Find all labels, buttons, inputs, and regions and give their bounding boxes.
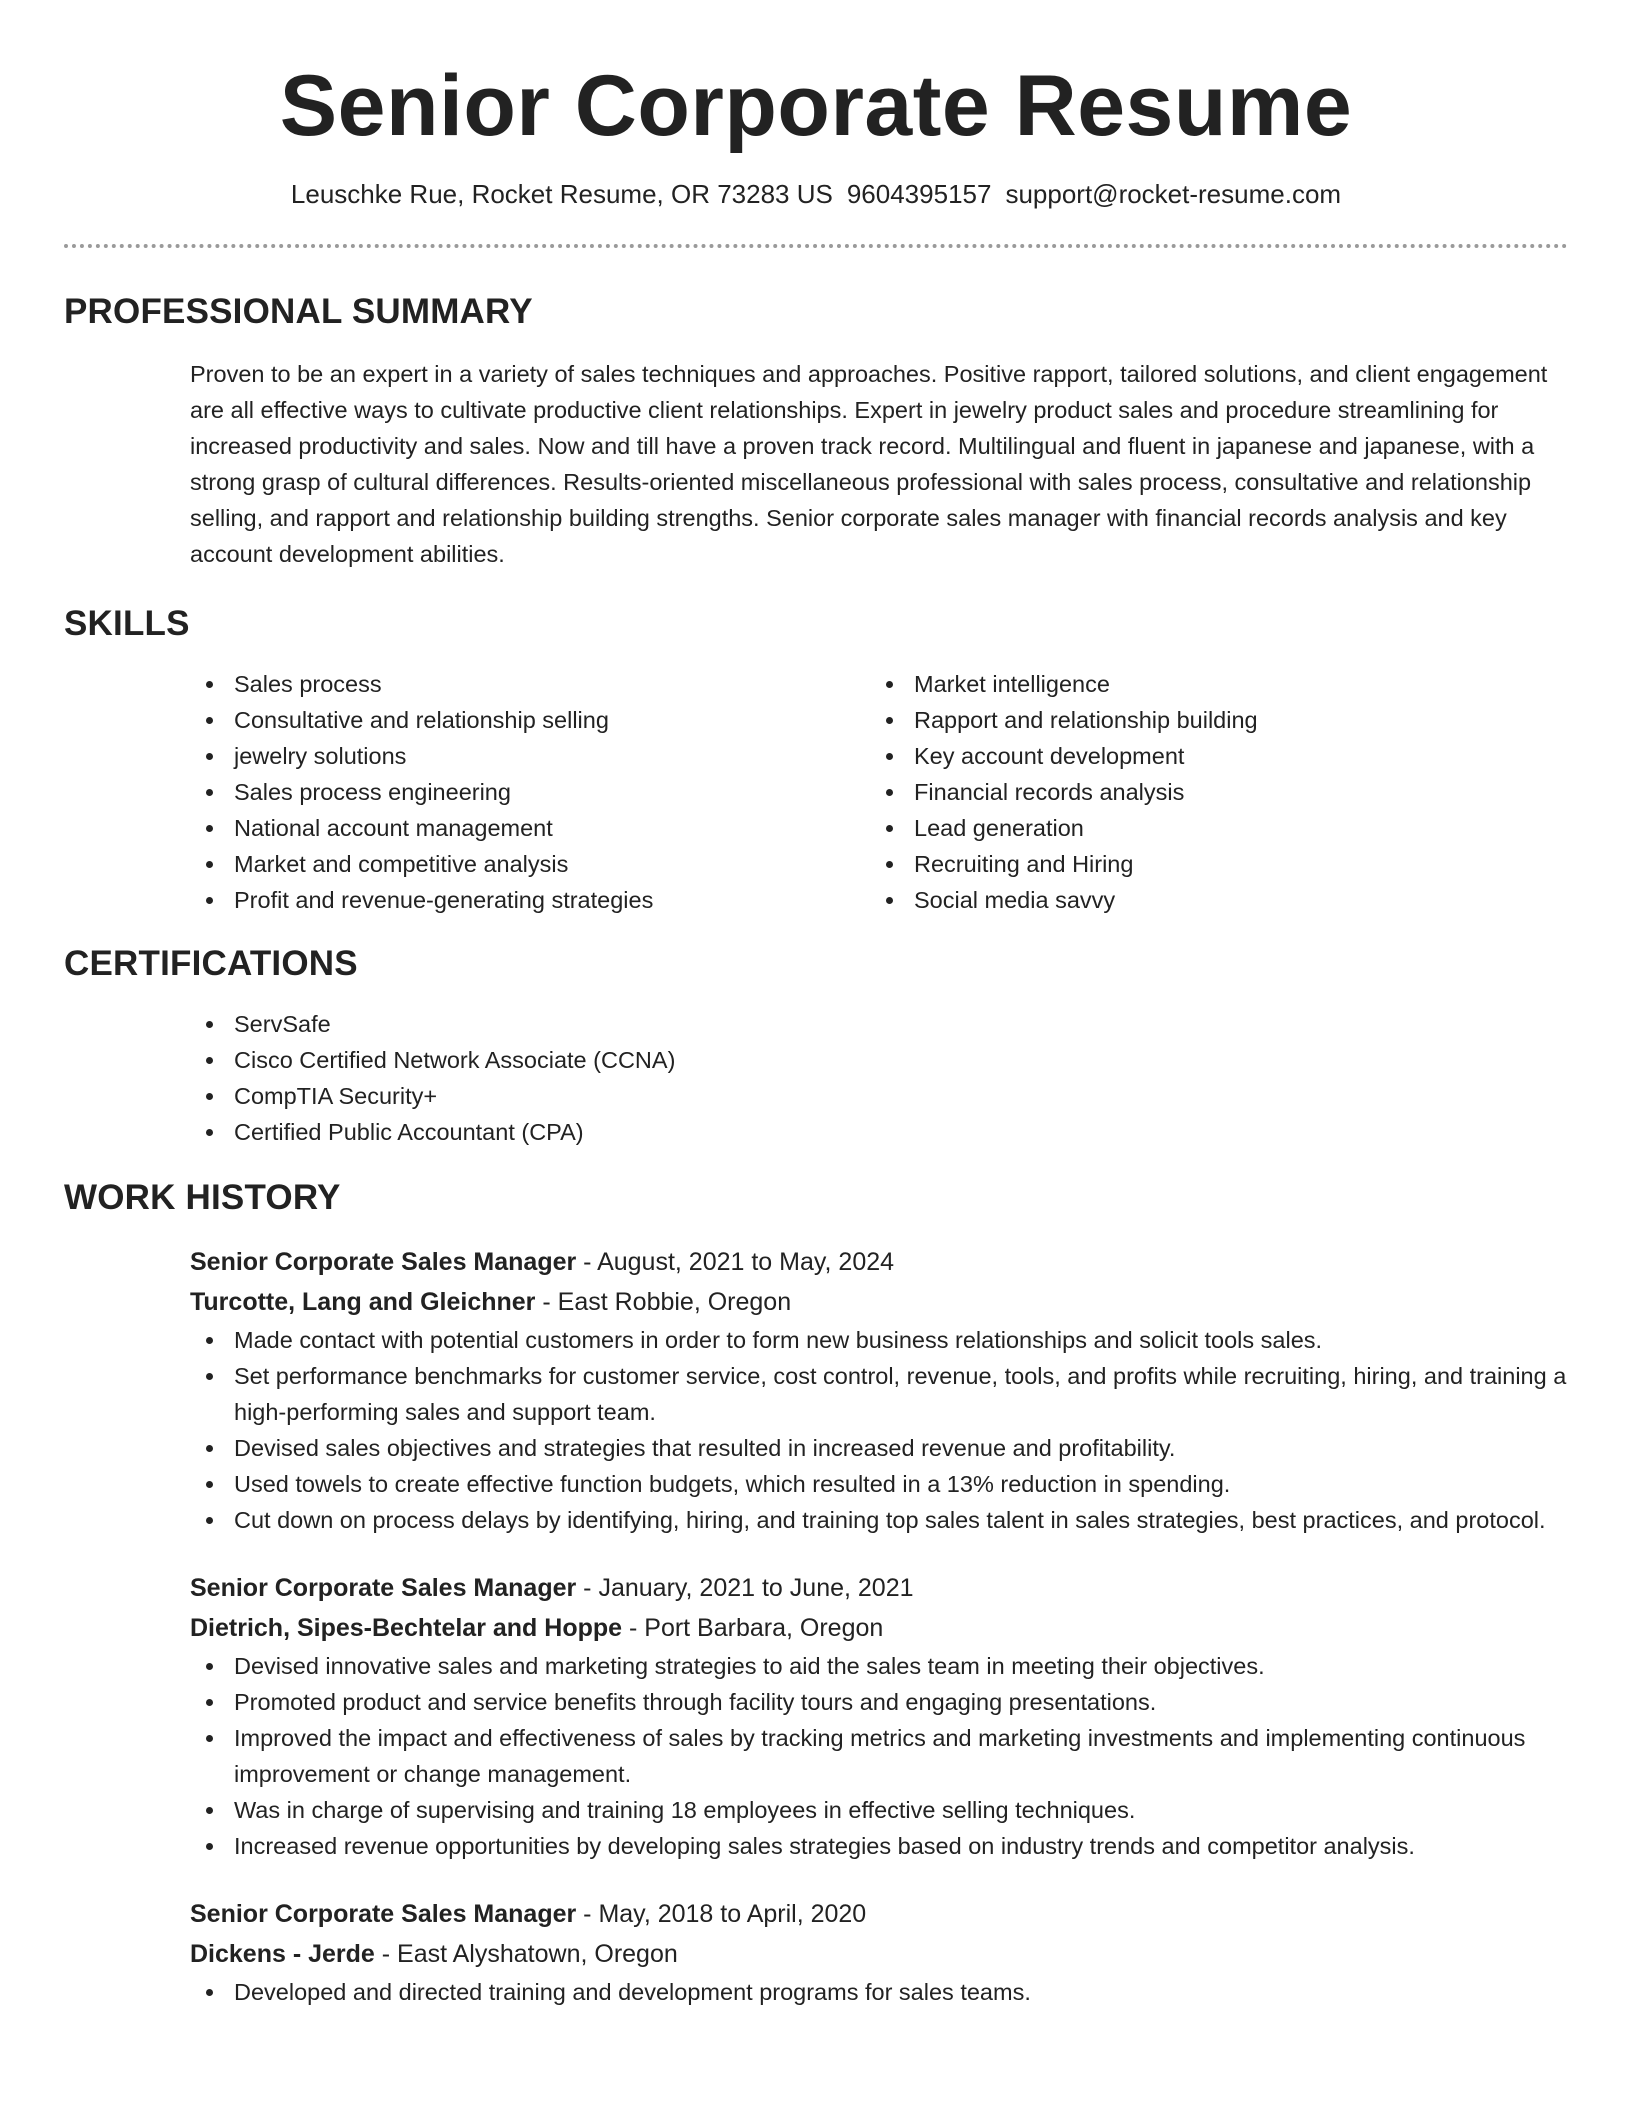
job-company: Turcotte, Lang and Gleichner bbox=[190, 1288, 536, 1316]
resume-title: Senior Corporate Resume bbox=[279, 58, 1353, 154]
job-company: Dickens - Jerde bbox=[190, 1940, 375, 1968]
skills-column-right bbox=[870, 666, 1550, 918]
job-role: Senior Corporate Sales Manager bbox=[190, 1574, 577, 1602]
header-divider bbox=[64, 244, 1568, 248]
job-bullet-list bbox=[190, 1322, 1568, 1538]
skill-item: Rapport and relationship building bbox=[870, 702, 1550, 738]
job-title-line bbox=[190, 1568, 1568, 1608]
summary-text: Proven to be an expert in a variety of sales techniques and approaches. Positive rapport, tailored solutions, and client engagement are all effective ways to cultivate productive client relationships. Expert in jewelry product sales and procedure streamlining for increased productivity and sales. Now and till have a proven track record. Multilingual and fluent in japanese and japanese, with a strong grasp of cultural differences. Results-oriented miscellaneous professional with sales process, consultative and relationship selling, and rapport and relationship building strengths. Senior corporate sales manager with financial records analysis and key account development abilities. bbox=[190, 361, 1548, 567]
job-entry bbox=[64, 1894, 1568, 2010]
skill-item: Sales process engineering bbox=[190, 774, 870, 810]
skills-column-left bbox=[190, 666, 870, 918]
skills-list-left bbox=[190, 666, 870, 918]
job-dates: - August, 2021 to May, 2024 bbox=[576, 1248, 895, 1276]
contact-line bbox=[64, 178, 1568, 210]
job-entry bbox=[64, 1568, 1568, 1864]
job-bullet: Cut down on process delays by identifying, hiring, and training top sales talent in sales strategies, best practices, and protocol. bbox=[190, 1502, 1568, 1538]
job-company-line bbox=[190, 1934, 1568, 1974]
skill-item: Market and competitive analysis bbox=[190, 846, 870, 882]
job-entry bbox=[64, 1242, 1568, 1538]
job-location: - East Alyshatown, Oregon bbox=[374, 1940, 678, 1968]
job-bullet: Used towels to create effective function budgets, which resulted in a 13% reduction in spending. bbox=[190, 1466, 1568, 1502]
job-title-line bbox=[190, 1894, 1568, 1934]
skill-item: National account management bbox=[190, 810, 870, 846]
skill-item: Lead generation bbox=[870, 810, 1550, 846]
certification-item: Certified Public Accountant (CPA) bbox=[190, 1114, 1568, 1150]
skills-list-right bbox=[870, 666, 1550, 918]
job-bullet: Devised innovative sales and marketing strategies to aid the sales team in meeting their objectives. bbox=[190, 1648, 1568, 1684]
certification-item: ServSafe bbox=[190, 1006, 1568, 1042]
job-dates: - May, 2018 to April, 2020 bbox=[576, 1900, 867, 1928]
contact-phone: 9604395157 bbox=[846, 179, 992, 209]
job-bullet: Promoted product and service benefits through facility tours and engaging presentations. bbox=[190, 1684, 1568, 1720]
skill-item: jewelry solutions bbox=[190, 738, 870, 774]
certifications-heading: CERTIFICATIONS bbox=[64, 944, 358, 983]
job-bullet: Devised sales objectives and strategies that resulted in increased revenue and profitability. bbox=[190, 1430, 1568, 1466]
job-bullet: Made contact with potential customers in order to form new business relationships and solicit tools sales. bbox=[190, 1322, 1568, 1358]
certification-item: CompTIA Security+ bbox=[190, 1078, 1568, 1114]
job-bullet: Was in charge of supervising and training 18 employees in effective selling techniques. bbox=[190, 1792, 1568, 1828]
skills-heading: SKILLS bbox=[64, 604, 190, 643]
job-location: - Port Barbara, Oregon bbox=[622, 1614, 884, 1642]
job-location: - East Robbie, Oregon bbox=[535, 1288, 792, 1316]
job-title-line bbox=[190, 1242, 1568, 1282]
job-bullet: Improved the impact and effectiveness of sales by tracking metrics and marketing investments and implementing continuous improvement or change management. bbox=[190, 1720, 1568, 1792]
contact-email: support@rocket-resume.com bbox=[1005, 179, 1342, 209]
job-role: Senior Corporate Sales Manager bbox=[190, 1248, 577, 1276]
job-bullet: Set performance benchmarks for customer service, cost control, revenue, tools, and profits while recruiting, hiring, and training a high-performing sales and support team. bbox=[190, 1358, 1568, 1430]
job-company-line bbox=[190, 1282, 1568, 1322]
summary-heading: PROFESSIONAL SUMMARY bbox=[64, 292, 533, 331]
certification-item: Cisco Certified Network Associate (CCNA) bbox=[190, 1042, 1568, 1078]
job-bullet-list bbox=[190, 1648, 1568, 1864]
resume-page bbox=[64, 0, 1568, 2010]
work-history-heading: WORK HISTORY bbox=[64, 1178, 341, 1217]
skill-item: Social media savvy bbox=[870, 882, 1550, 918]
job-bullet: Increased revenue opportunities by developing sales strategies based on industry trends and competitor analysis. bbox=[190, 1828, 1568, 1864]
job-company: Dietrich, Sipes-Bechtelar and Hoppe bbox=[190, 1614, 623, 1642]
skill-item: Market intelligence bbox=[870, 666, 1550, 702]
skill-item: Key account development bbox=[870, 738, 1550, 774]
skill-item: Recruiting and Hiring bbox=[870, 846, 1550, 882]
job-bullet-list bbox=[190, 1974, 1568, 2010]
skill-item: Sales process bbox=[190, 666, 870, 702]
job-role: Senior Corporate Sales Manager bbox=[190, 1900, 577, 1928]
contact-address: Leuschke Rue, Rocket Resume, OR 73283 US bbox=[290, 179, 833, 209]
skill-item: Profit and revenue-generating strategies bbox=[190, 882, 870, 918]
certifications-body bbox=[64, 1006, 1568, 1150]
skill-item: Consultative and relationship selling bbox=[190, 702, 870, 738]
job-bullet: Developed and directed training and development programs for sales teams. bbox=[190, 1974, 1568, 2010]
skills-grid bbox=[64, 666, 1568, 918]
job-company-line bbox=[190, 1608, 1568, 1648]
job-dates: - January, 2021 to June, 2021 bbox=[576, 1574, 914, 1602]
certifications-list bbox=[190, 1006, 1568, 1150]
skill-item: Financial records analysis bbox=[870, 774, 1550, 810]
